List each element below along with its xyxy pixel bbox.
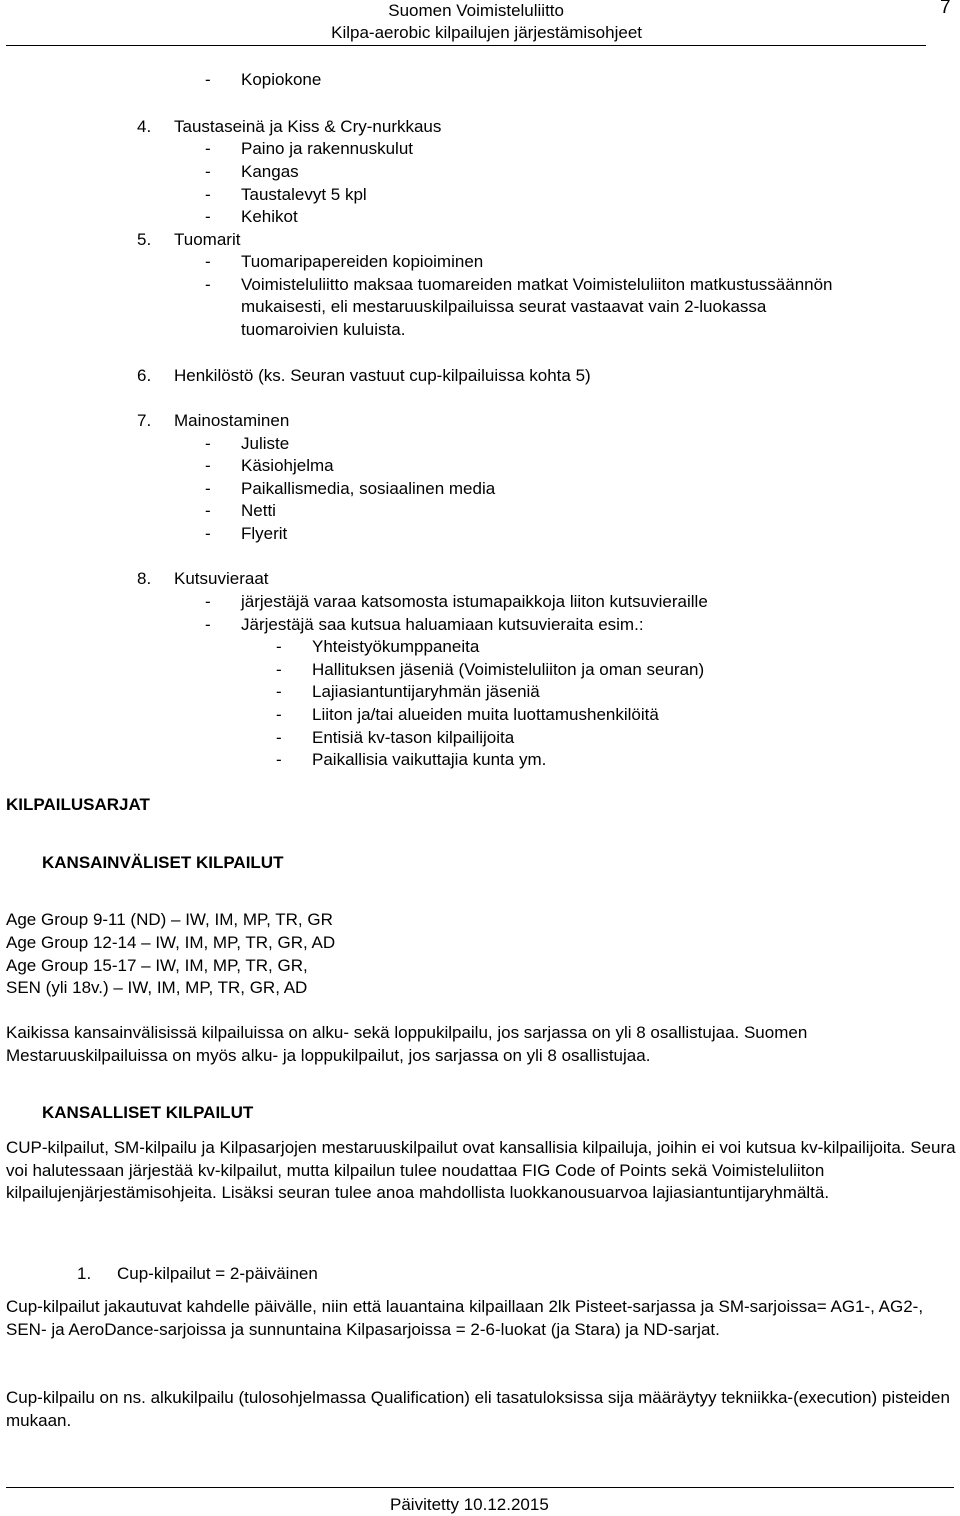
heading-kansainvaliset: KANSAINVÄLISET KILPAILUT xyxy=(42,853,284,872)
agegroup-sen: SEN (yli 18v.) – IW, IM, MP, TR, GR, AD xyxy=(6,978,308,997)
item7-b: Käsiohjelma xyxy=(241,456,334,475)
item5-b2: mukaisesti, eli mestaruuskilpailuissa seurat vastaavat vain 2-luokassa xyxy=(241,297,767,316)
header-divider xyxy=(6,45,926,46)
item4-b-dash: - xyxy=(205,162,211,181)
item5-a-dash: - xyxy=(205,252,211,271)
item5-b1: Voimisteluliitto maksaa tuomareiden matkat Voimisteluliiton matkustussäännön xyxy=(241,275,833,294)
item7-e: Flyerit xyxy=(241,524,288,543)
item8-a: järjestäjä varaa katsomosta istumapaikkoja liiton kutsuvieraille xyxy=(241,592,708,611)
item4-c: Taustalevyt 5 kpl xyxy=(241,185,367,204)
item8-b1: Yhteistyökumppaneita xyxy=(312,637,480,656)
footer-updated: Päivitetty 10.12.2015 xyxy=(390,1495,549,1514)
item8-b: Järjestäjä saa kutsua haluamiaan kutsuvieraita esim.: xyxy=(241,615,644,634)
item7-c: Paikallismedia, sosiaalinen media xyxy=(241,479,496,498)
item7-e-dash: - xyxy=(205,524,211,543)
para-international: Kaikissa kansainvälisissä kilpailuissa on alku- sekä loppukilpailu, jos sarjassa on yli 8 osallistujaa. Suomen Mestaruuskilpailuissa on myös alku- ja loppukilpailut, jos sarjassa on yli 8 osallistujaa. xyxy=(6,1023,808,1065)
agegroup-9-11: Age Group 9-11 (ND) – IW, IM, MP, TR, GR xyxy=(6,910,333,929)
agegroup-12-14: Age Group 12-14 – IW, IM, MP, TR, GR, AD xyxy=(6,933,336,952)
para-national: CUP-kilpailut, SM-kilpailu ja Kilpasarjojen mestaruuskilpailut ovat kansallisia kilpailuja, joihin ei voi kutsua kv-kilpailijoita. Seura voi halutessaan järjestää kv-kilpailut, mutta kilpailun tulee noudattaa FIG Code of Points sekä Voimisteluliiton kilpailujenjärjestämisohjeita. Lisäksi seuran tulee anoa mahdollista luokkanousuarvoa lajiasiantuntijaryhmältä. xyxy=(6,1138,956,1203)
item5-b-dash: - xyxy=(205,275,211,294)
item7-c-dash: - xyxy=(205,479,211,498)
item8-b3-dash: - xyxy=(276,682,282,701)
footer-divider xyxy=(6,1487,954,1488)
agegroup-15-17: Age Group 15-17 – IW, IM, MP, TR, GR, xyxy=(6,956,308,975)
item8-b6-dash: - xyxy=(276,750,282,769)
item8-a-dash: - xyxy=(205,592,211,611)
item4-d-dash: - xyxy=(205,207,211,226)
para-cup-qualification: Cup-kilpailu on ns. alkukilpailu (tulosohjelmassa Qualification) eli tasatuloksissa sija määräytyy tekniikka-(execution) pisteiden mukaan. xyxy=(6,1388,950,1430)
item7-num: 7. xyxy=(137,411,152,430)
item4-a: Paino ja rakennuskulut xyxy=(241,139,414,158)
item4-b: Kangas xyxy=(241,162,299,181)
para-cup-days: Cup-kilpailut jakautuvat kahdelle päivälle, niin että lauantaina kilpaillaan 2lk Pisteet-sarjassa ja SM-sarjoissa= AG1-, AG2-, SEN- ja AeroDance-sarjoissa ja sunnuntaina Kilpasarjoissa = 2-6-luokat (ja Stara) ja ND-sarjat. xyxy=(6,1297,924,1339)
item7-b-dash: - xyxy=(205,456,211,475)
heading-kansalliset: KANSALLISET KILPAILUT xyxy=(42,1103,254,1122)
item8-b2-dash: - xyxy=(276,660,282,679)
item8-b1-dash: - xyxy=(276,637,282,656)
header-organization: Suomen Voimisteluliitto xyxy=(388,1,564,20)
item8-b-dash: - xyxy=(205,615,211,634)
item5-b3: tuomaroivien kuluista. xyxy=(241,320,406,339)
item7-a: Juliste xyxy=(241,434,290,453)
item4-a-dash: - xyxy=(205,139,211,158)
item8: Kutsuvieraat xyxy=(174,569,269,588)
item4-d: Kehikot xyxy=(241,207,298,226)
item7-a-dash: - xyxy=(205,434,211,453)
item8-b3: Lajiasiantuntijaryhmän jäseniä xyxy=(312,682,540,701)
item8-b4: Liiton ja/tai alueiden muita luottamushenkilöitä xyxy=(312,705,659,724)
item4: Taustaseinä ja Kiss & Cry-nurkkaus xyxy=(174,117,442,136)
item8-b2: Hallituksen jäseniä (Voimisteluliiton ja oman seuran) xyxy=(312,660,705,679)
header-document-title: Kilpa-aerobic kilpailujen järjestämisohjeet xyxy=(331,23,642,42)
item8-b6: Paikallisia vaikuttajia kunta ym. xyxy=(312,750,547,769)
heading-kilpailusarjat: KILPAILUSARJAT xyxy=(6,795,150,814)
kopiokone: Kopiokone xyxy=(241,70,322,89)
item8-b5-dash: - xyxy=(276,728,282,747)
item5-num: 5. xyxy=(137,230,152,249)
page-number: 7 xyxy=(940,0,951,18)
item7-d: Netti xyxy=(241,501,276,520)
item7: Mainostaminen xyxy=(174,411,290,430)
item6-num: 6. xyxy=(137,366,152,385)
item8-num: 8. xyxy=(137,569,152,588)
item4-num: 4. xyxy=(137,117,152,136)
item4-c-dash: - xyxy=(205,185,211,204)
item5: Tuomarit xyxy=(174,230,241,249)
item7-d-dash: - xyxy=(205,501,211,520)
item8-b4-dash: - xyxy=(276,705,282,724)
kopiokone-dash: - xyxy=(205,70,211,89)
cup-list-num: 1. xyxy=(77,1264,92,1283)
item6: Henkilöstö (ks. Seuran vastuut cup-kilpailuissa kohta 5) xyxy=(174,366,591,385)
item5-a: Tuomaripapereiden kopioiminen xyxy=(241,252,484,271)
cup-list: Cup-kilpailut = 2-päiväinen xyxy=(117,1264,318,1283)
item8-b5: Entisiä kv-tason kilpailijoita xyxy=(312,728,515,747)
